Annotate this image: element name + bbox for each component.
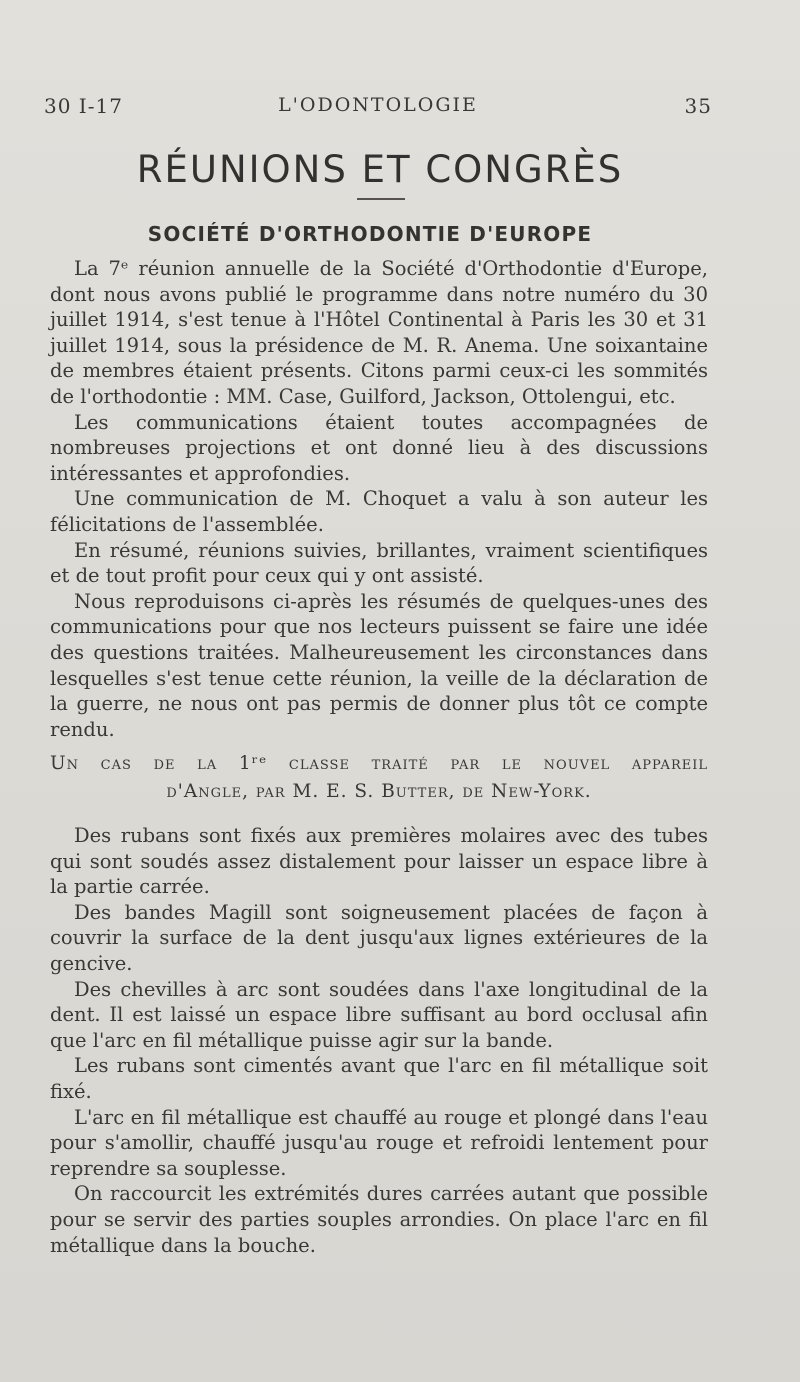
- journal-name: L'ODONTOLOGIE: [278, 94, 478, 116]
- communication-heading-line1: Un cas de la 1ʳᵉ classe traité par le nouvel appareil: [50, 753, 708, 774]
- paragraph: L'arc en fil métallique est chauffé au rouge et plongé dans l'eau pour s'amollir, chauffé jusqu'au rouge et refroidi lentement pour reprendre sa souplesse.: [50, 1105, 708, 1180]
- paragraph: Une communication de M. Choquet a valu à son auteur les félicitations de l'assemblée.: [50, 487, 708, 536]
- title-rule: [357, 198, 405, 200]
- page-number: 35: [684, 94, 712, 118]
- paragraph: Des bandes Magill sont soigneusement placées de façon à couvrir la surface de la dent jusqu'aux lignes extérieures de la gencive.: [50, 900, 708, 975]
- paragraph: La 7ᵉ réunion annuelle de la Société d'Orthodontie d'Europe, dont nous avons publié le programme dans notre numéro du 30 juillet 1914, s'est tenue à l'Hôtel Continental à Paris les 30 et 31 juillet 1914, sous la présidence de M. R. Anema. Une soixantaine de membres étaient présents. Citons parmi ceux-ci les sommités de l'orthodontie : MM. Case, Guilford, Jackson, Ottolengui, etc.: [50, 257, 708, 408]
- paragraph: Les rubans sont cimentés avant que l'arc en fil métallique soit fixé.: [50, 1054, 708, 1103]
- section-subtitle: SOCIÉTÉ D'ORTHODONTIE D'EUROPE: [147, 222, 593, 246]
- paragraph: En résumé, réunions suivies, brillantes, vraiment scientifiques et de tout profit pour ceux qui y ont assisté.: [50, 538, 708, 588]
- paragraph: Des rubans sont fixés aux premières molaires avec des tubes qui sont soudés assez distalement pour laisser un espace libre à la partie carrée.: [50, 824, 708, 899]
- communication-section: [50, 751, 708, 1258]
- intro-text: [50, 256, 708, 742]
- page-title: RÉUNIONS ET CONGRÈS: [136, 148, 624, 191]
- communication-heading-line2: d'Angle, par M. E. S. Butter, de New-York.: [166, 781, 592, 802]
- issue-date: 30 I-17: [44, 94, 123, 118]
- paragraph: Nous reproduisons ci-après les résumés de quelques-unes des communications pour que nos lecteurs puissent se faire une idée des questions traitées. Malheureusement les circonstances dans lesquelles s'est tenue cette réunion, la veille de la déclaration de la guerre, ne nous ont pas permis de donner plus tôt ce compte rendu.: [50, 589, 708, 741]
- paragraph: On raccourcit les extrémités dures carrées autant que possible pour se servir des parties souples arrondies. On place l'arc en fil métallique dans la bouche.: [50, 1182, 708, 1257]
- running-head: [44, 94, 712, 124]
- paragraph: Les communications étaient toutes accompagnées de nombreuses projections et ont donné lieu à des discussions intéressantes et approfondies.: [50, 410, 708, 485]
- paragraph: Des chevilles à arc sont soudées dans l'axe longitudinal de la dent. Il est laissé un espace libre suffisant au bord occlusal afin que l'arc en fil métallique puisse agir sur la bande.: [50, 977, 708, 1052]
